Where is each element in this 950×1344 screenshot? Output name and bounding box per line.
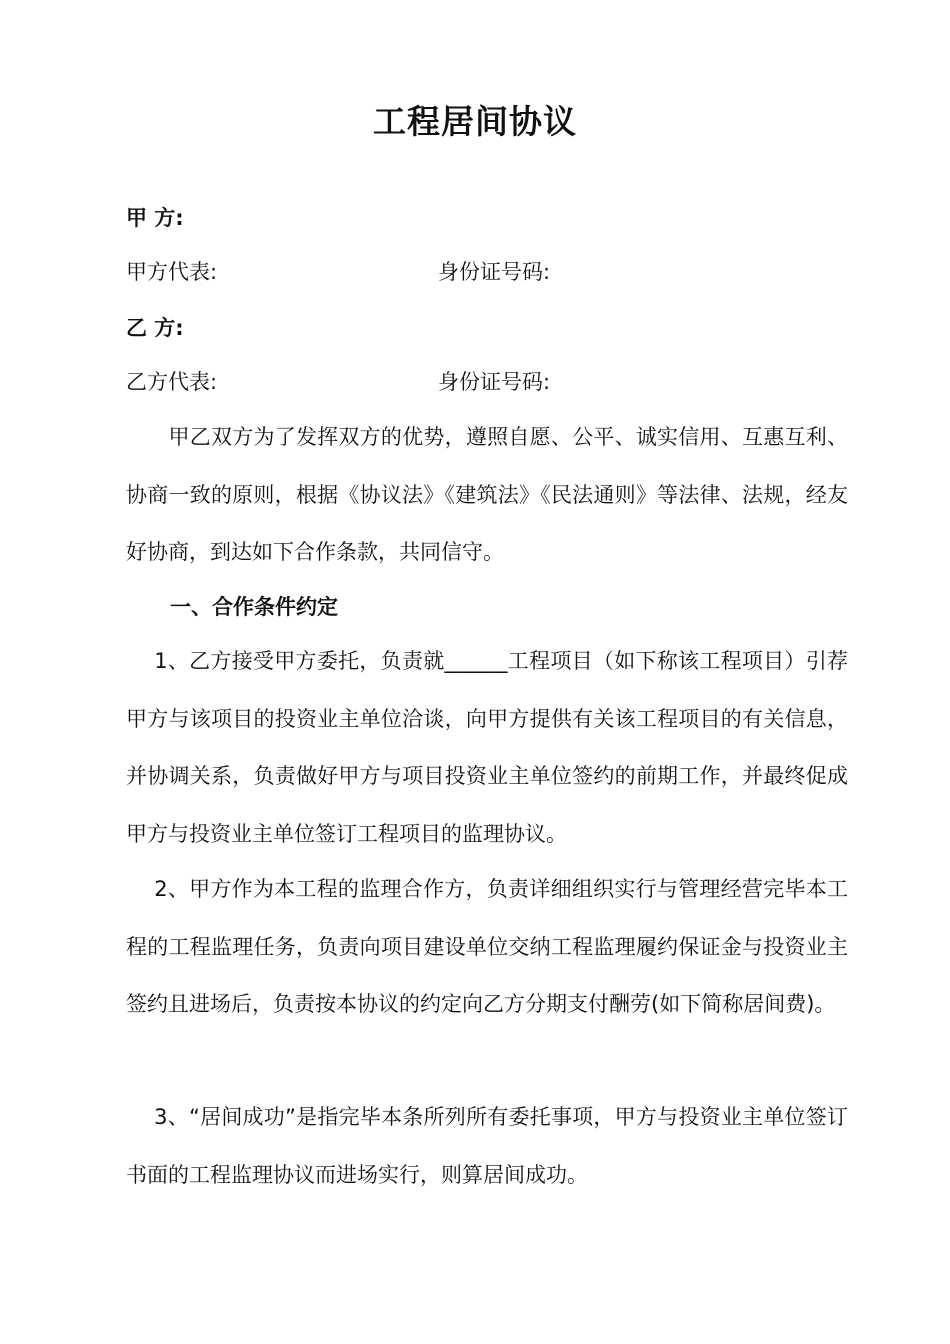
section-heading-cooperation-terms: 一、合作条件约定 xyxy=(170,595,338,619)
party-b-label: 乙 方: xyxy=(126,316,184,340)
preamble-paragraph: 甲乙双方为了发挥双方的优势，遵照自愿、公平、诚实信用、互惠互利、协商一致的原则，根据《协议法》《建筑法》《民法通则》等法律、法规，经友好协商，到达如下合作条款，共同信守。 xyxy=(126,425,848,564)
clause-3-paragraph: 3、“居间成功”是指完毕本条所列所有委托事项，甲方与投资业主单位签订书面的工程监理协议而进场实行，则算居间成功。 xyxy=(126,1105,848,1187)
party-a-id-number: 身份证号码: xyxy=(438,260,551,284)
party-a-label: 甲 方: xyxy=(126,206,184,230)
party-b-representative: 乙方代表: xyxy=(126,370,218,394)
document-title: 工程居间协议 xyxy=(373,102,577,141)
party-a-representative: 甲方代表: xyxy=(126,260,218,284)
clause-1-paragraph: 1、乙方接受甲方委托，负责就______工程项目（如下称该工程项目）引荐甲方与该项目的投资业主单位洽谈，向甲方提供有关该工程项目的有关信息，并协调关系，负责做好甲方与项目投资业主单位签约的前期工作，并最终促成甲方与投资业主单位签订工程项目的监理协议。 xyxy=(126,649,848,846)
clause-2-paragraph: 2、甲方作为本工程的监理合作方，负责详细组织实行与管理经营完毕本工程的工程监理任务，负责向项目建设单位交纳工程监理履约保证金与投资业主签约且进场后，负责按本协议的约定向乙方分期支付酬劳(如下简称居间费)。 xyxy=(126,877,848,1016)
party-b-id-number: 身份证号码: xyxy=(438,370,551,394)
